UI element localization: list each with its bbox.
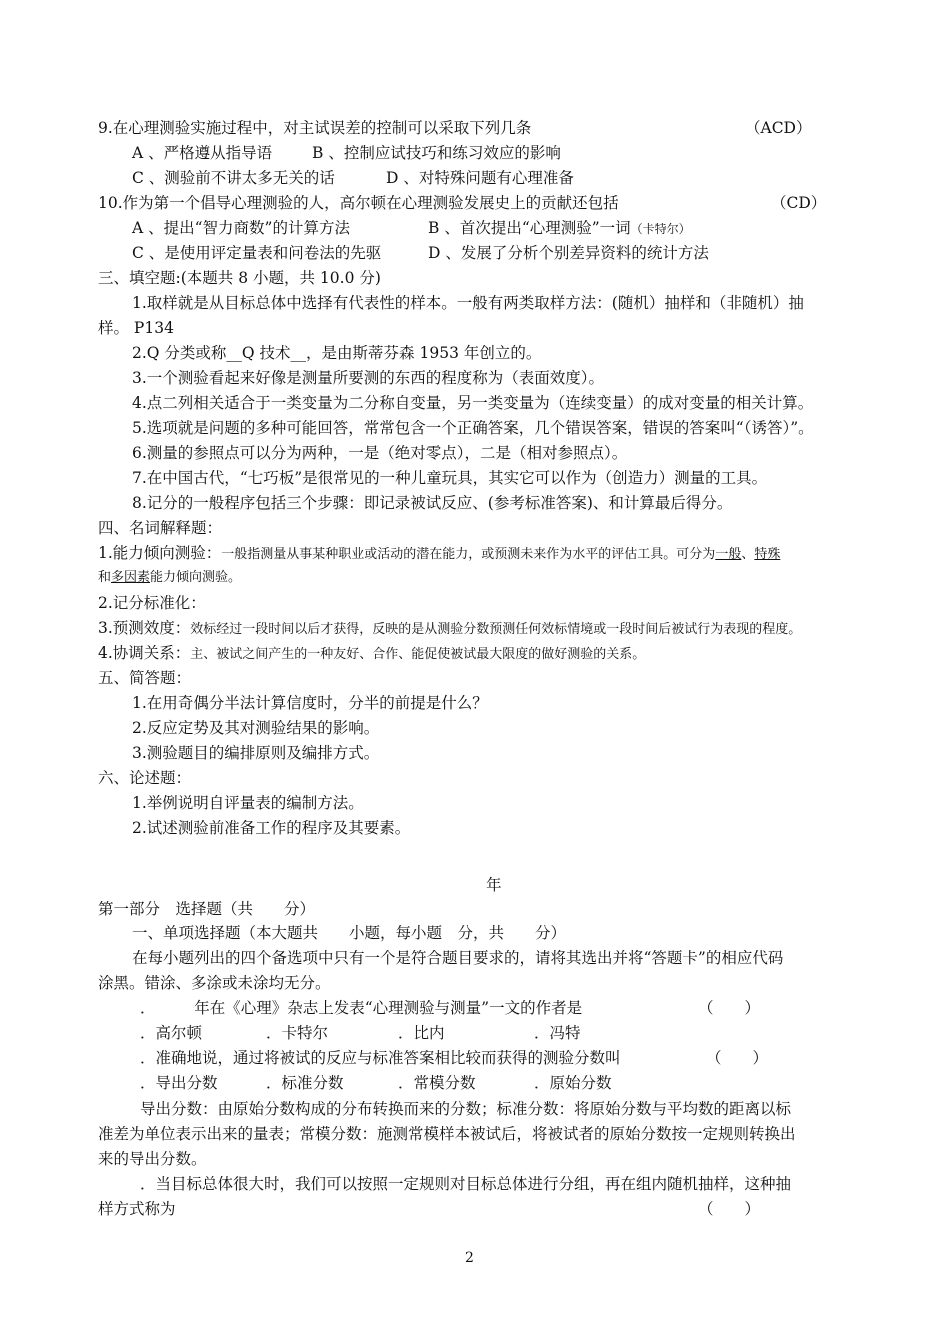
- q10-option-b-text: B 、首次提出“心理测验”一词: [428, 219, 631, 237]
- short-heading: 五、简答题：: [98, 669, 192, 687]
- p2-q2-paren: （ ）: [706, 1049, 769, 1067]
- fill-q3: 3.一个测验看起来好像是测量所要测的东西的程度称为（表面效度）。: [132, 369, 605, 387]
- q10-option-c: C 、是使用评定量表和问卷法的先驱: [132, 244, 382, 262]
- fill-q2: 2.Q 分类或称__Q 技术__，是由斯蒂芬森 1953 年创立的。: [132, 344, 542, 362]
- q9-option-a: A 、严格遵从指导语: [132, 144, 273, 162]
- q10-option-b-note: （卡特尔）: [630, 222, 691, 236]
- term-3: [98, 617, 801, 641]
- term-1-text: 一般指测量从事某种职业或活动的潜在能力，或预测未来作为水平的评估工具。可分为: [221, 547, 716, 562]
- instructions-line1: 在每小题列出的四个备选项中只有一个是符合题目要求的，请将其选出并将“答题卡”的相应代码: [132, 949, 784, 967]
- p2-q1-paren: （ ）: [698, 999, 761, 1017]
- fill-q8: 8.记分的一般程序包括三个步骤：即记录被试反应、(参考标准答案)、和计算最后得分。: [132, 494, 733, 512]
- page-number: 2: [465, 1250, 474, 1266]
- term-1-general: 一般: [715, 547, 742, 562]
- fill-q6: 6.测量的参照点可以分为两种，一是（绝对零点），二是（相对参照点）。: [132, 444, 628, 462]
- part-title: 第一部分 选择题（共 分）: [98, 900, 316, 918]
- p2-q3-paren: （ ）: [698, 1200, 761, 1218]
- q10-stem: 10.作为第一个倡导心理测验的人，高尔顿在心理测验发展史上的贡献还包括: [98, 194, 619, 212]
- term-1-tail: 能力倾向测验。: [150, 570, 242, 585]
- p2-q1-option-c: ．比内: [398, 1024, 445, 1042]
- p2-q3-line2: 样方式称为: [98, 1200, 176, 1218]
- term-4-label: 4.协调关系：: [98, 644, 191, 662]
- p2-q1-option-b: ．卡特尔: [266, 1024, 329, 1042]
- fill-q7: 7.在中国古代，“七巧板”是很常见的一种儿童玩具，其实它可以作为（创造力）测量的工具。: [132, 469, 768, 487]
- fill-q4: 4.点二列相关适合于一类变量为二分称自变量，另一类变量为（连续变量）的成对变量的相关计算。: [132, 394, 814, 412]
- exam-year: 年: [486, 876, 502, 894]
- essay-heading: 六、论述题：: [98, 769, 192, 787]
- fill-q1-line1: 1.取样就是从目标总体中选择有代表性的样本。一般有两类取样方法：(随机）抽样和（非随机）抽: [132, 294, 804, 312]
- short-q1: 1.在用奇偶分半法计算信度时，分半的前提是什么？: [132, 694, 488, 712]
- term-1-line2: [98, 567, 241, 589]
- q9-option-b: B 、控制应试技巧和练习效应的影响: [312, 144, 561, 162]
- term-1-separator: 、: [741, 547, 755, 562]
- explanation-line3: 来的导出分数。: [98, 1150, 207, 1168]
- q10-option-b: [428, 217, 691, 240]
- q9-stem: 9.在心理测验实施过程中，对主试误差的控制可以采取下列几条: [98, 119, 532, 137]
- short-q3: 3.测验题目的编排原则及编排方式。: [132, 744, 380, 762]
- p2-q1-option-d: ．冯特: [534, 1024, 581, 1042]
- q10-answer: （CD）: [771, 194, 827, 212]
- term-3-label: 3.预测效度：: [98, 619, 191, 637]
- q9-option-c: C 、测验前不讲太多无关的话: [132, 169, 335, 187]
- q9-option-d: D 、对特殊问题有心理准备: [386, 169, 574, 187]
- short-q2: 2.反应定势及其对测验结果的影响。: [132, 719, 380, 737]
- q9-answer: （ACD）: [745, 119, 812, 137]
- p2-q1-option-a: ．高尔顿: [140, 1024, 203, 1042]
- p2-q3-line1: ．当目标总体很大时，我们可以按照一定规则对目标总体进行分组，再在组内随机抽样，这种抽: [140, 1175, 792, 1193]
- p2-q2-option-a: ．导出分数: [140, 1074, 218, 1092]
- fill-q1-line2: 样。 P134: [98, 319, 174, 337]
- section-heading: 一、单项选择题（本大题共 小题，每小题 分，共 分）: [132, 924, 567, 942]
- explanation-line2: 准差为单位表示出来的量表；常模分数：施测常模样本被试后，将被试者的原始分数按一定规则转换出: [98, 1125, 796, 1143]
- p2-q2-option-c: ．常模分数: [398, 1074, 476, 1092]
- term-1-special: 特殊: [754, 547, 781, 562]
- instructions-line2: 涂黑。错涂、多涂或未涂均无分。: [98, 974, 331, 992]
- term-1-and: 和: [98, 570, 112, 585]
- term-2-label: 2.记分标准化：: [98, 594, 206, 612]
- q10-option-a: A 、提出“智力商数”的计算方法: [132, 219, 350, 237]
- terms-heading: 四、名词解释题：: [98, 519, 223, 537]
- explanation-line1: 导出分数：由原始分数构成的分布转换而来的分数；标准分数：将原始分数与平均数的距离以标: [140, 1100, 792, 1118]
- p2-q1-stem: ． 年在《心理》杂志上发表“心理测验与测量”一文的作者是: [140, 999, 583, 1017]
- term-1-multifactor: 多因素: [111, 570, 151, 585]
- p2-q2-stem: ．准确地说，通过将被试的反应与标准答案相比较而获得的测验分数叫: [140, 1049, 621, 1067]
- term-1: [98, 542, 780, 566]
- p2-q2-option-d: ．原始分数: [534, 1074, 612, 1092]
- essay-q2: 2.试述测验前准备工作的程序及其要素。: [132, 819, 411, 837]
- p2-q2-option-b: ．标准分数: [266, 1074, 344, 1092]
- term-4-text: 主、被试之间产生的一种友好、合作、能促使被试最大限度的做好测验的关系。: [190, 647, 646, 662]
- term-3-text: 效标经过一段时间以后才获得，反映的是从测验分数预测任何效标情境或一段时间后被试行为表现的程度。: [190, 622, 802, 637]
- term-1-label: 1.能力倾向测验：: [98, 544, 222, 562]
- fill-q5: 5.选项就是问题的多种可能回答，常常包含一个正确答案，几个错误答案，错误的答案叫“（诱答）”。: [132, 419, 814, 437]
- term-4: [98, 642, 645, 666]
- fill-heading: 三、填空题:(本题共 8 小题，共 10.0 分): [98, 269, 381, 287]
- essay-q1: 1.举例说明自评量表的编制方法。: [132, 794, 364, 812]
- q10-option-d: D 、发展了分析个别差异资料的统计方法: [428, 244, 709, 262]
